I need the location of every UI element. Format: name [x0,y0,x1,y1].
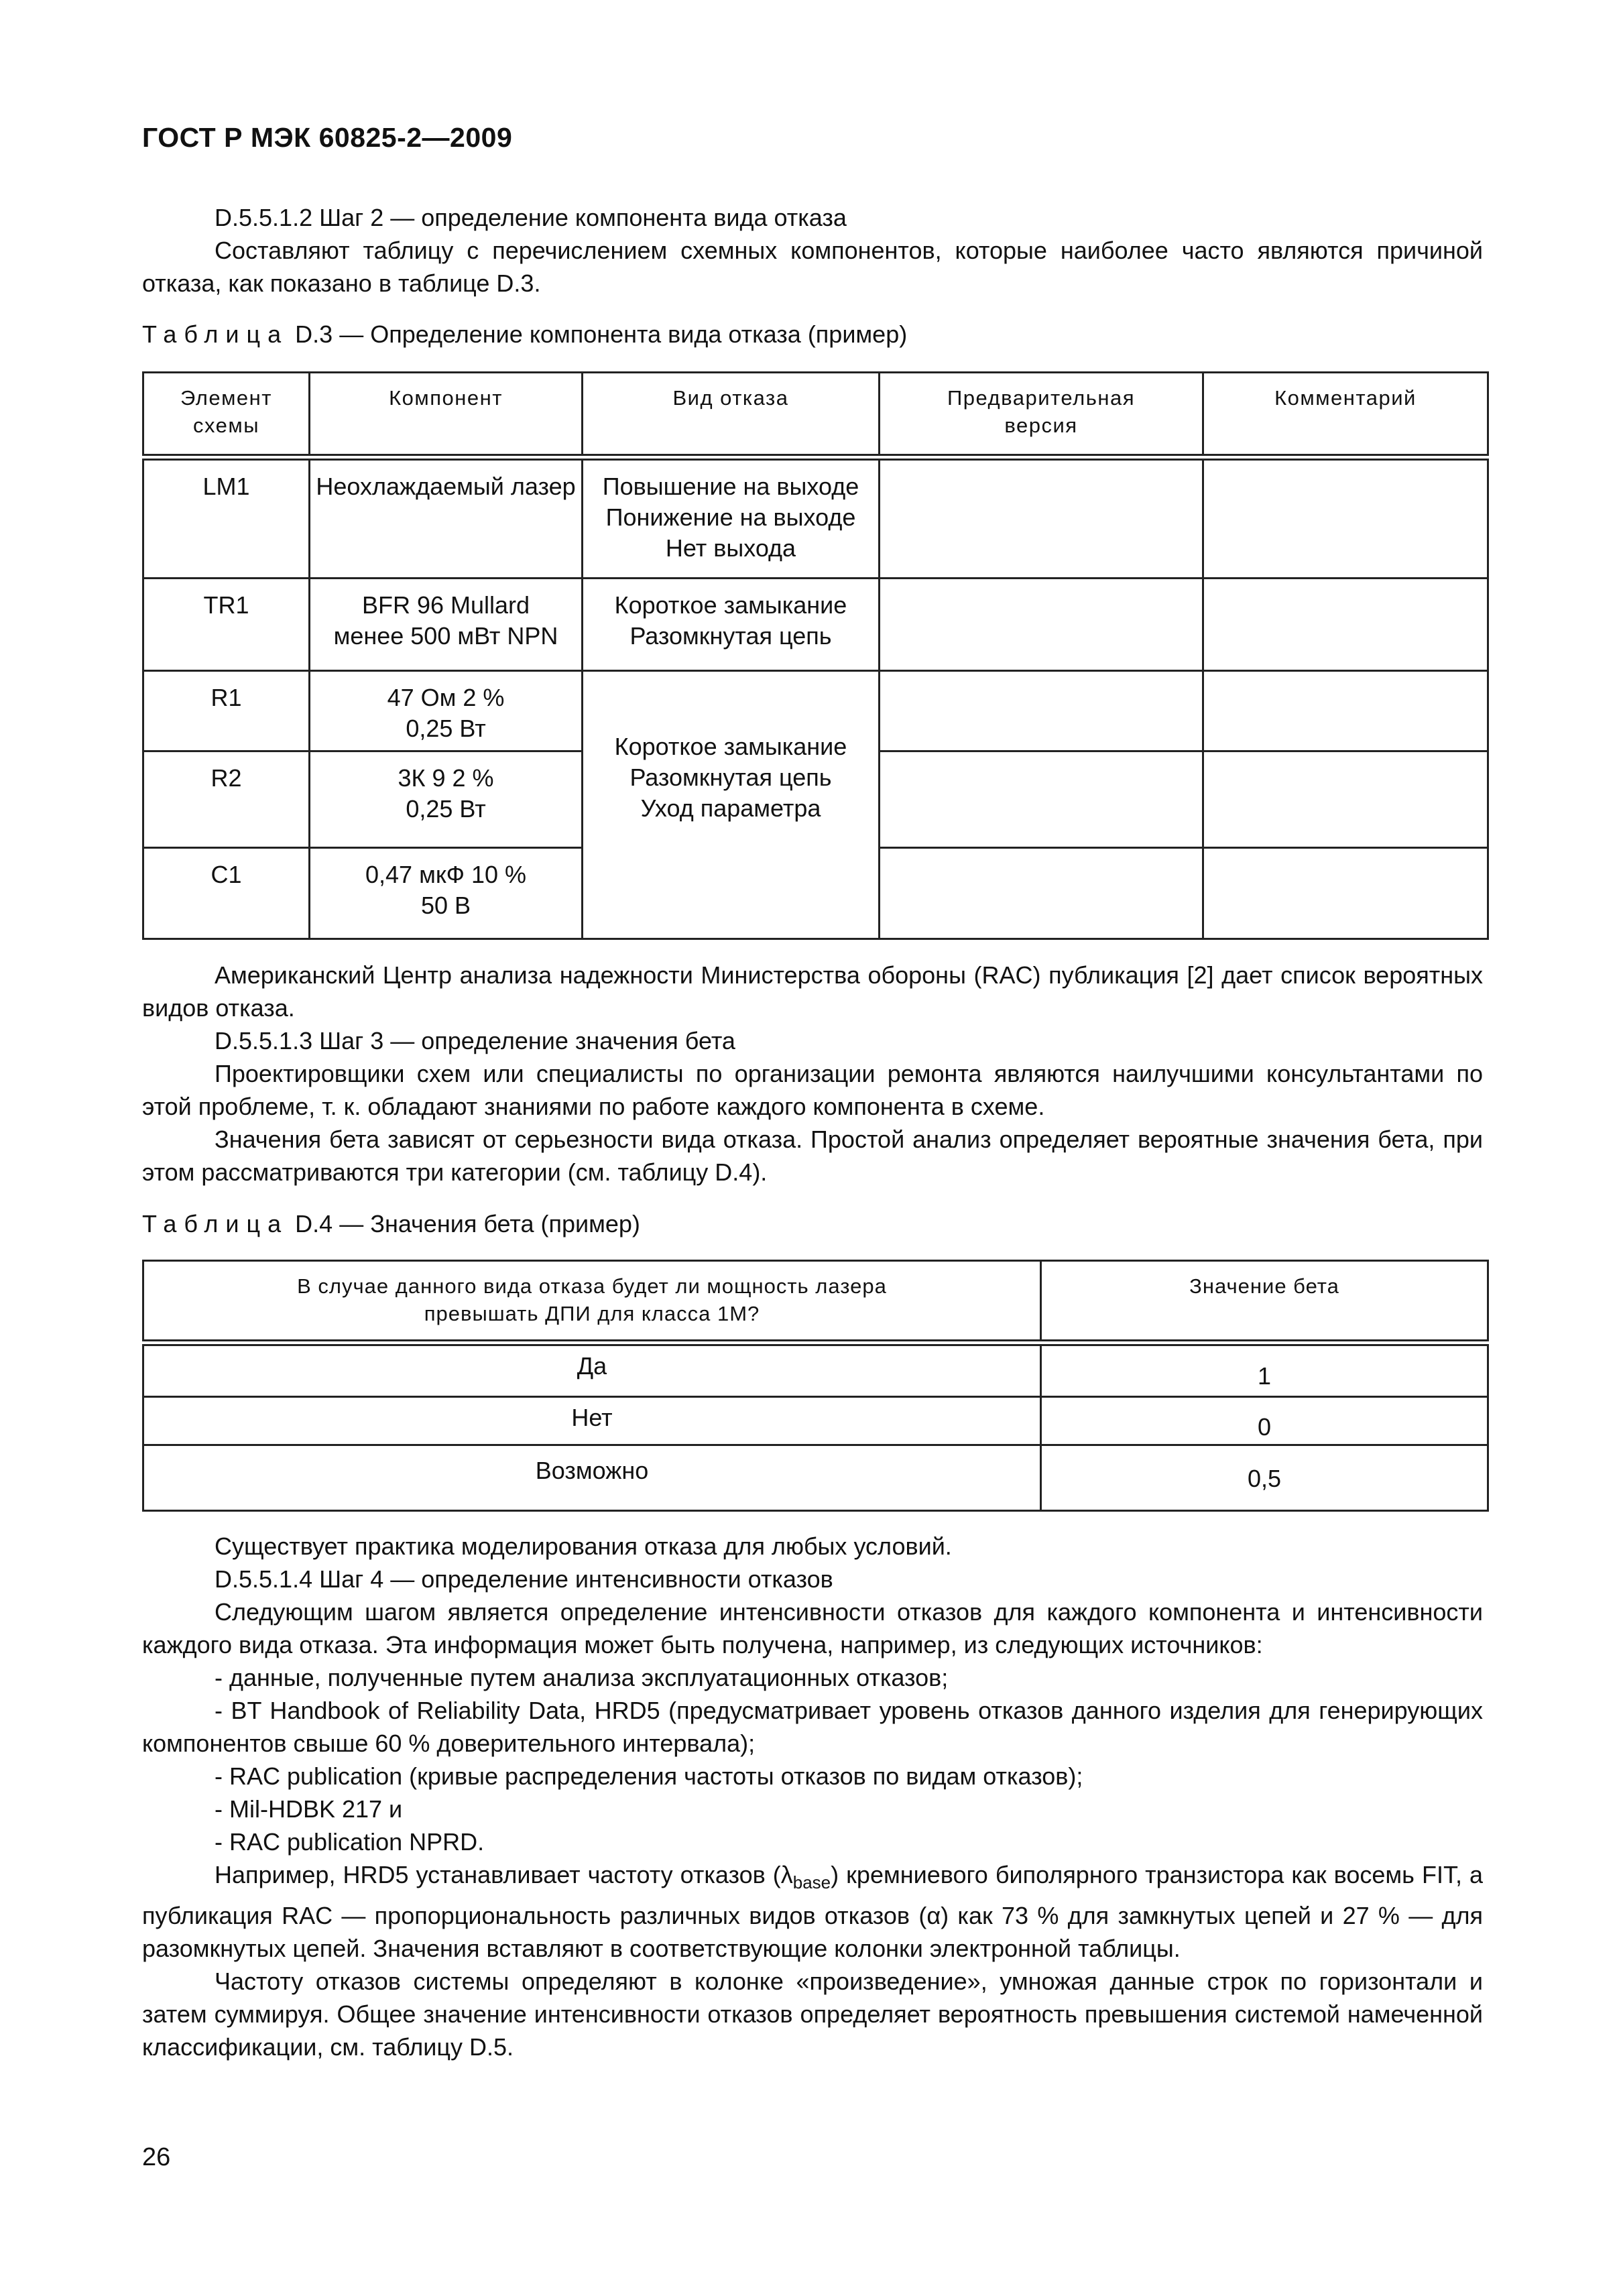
table-cell [880,847,1203,939]
table-cell: Короткое замыкание Разомкнутая цепь Уход параметра [583,670,880,939]
section-d5512 [142,201,1483,300]
paragraph: Следующим шагом является определение интенсивности отказов для каждого компонента и интенсивности каждого вида отказа. Эта информация может быть получена, например, из следующих источников: [142,1598,1483,1658]
table-caption-label: Таблица [142,320,289,348]
column-header: Элемент схемы [143,373,310,458]
list-item: - данные, полученные путем анализа эксплуатационных отказов; [215,1664,949,1691]
table-caption-text: D.3 — Определение компонента вида отказа (пример) [295,320,908,348]
table-cell: 0,5 [1041,1445,1488,1510]
table-caption-text: D.4 — Значения бета (пример) [295,1210,640,1237]
column-header: Компонент [310,373,583,458]
text-run: Например, HRD5 устанавливает частоту отказов (λ [215,1861,793,1888]
section-heading: D.5.5.1.4 Шаг 4 — определение интенсивности отказов [215,1565,833,1593]
table-cell [1203,751,1488,847]
paragraph: Американский Центр анализа надежности Министерства обороны (RAC) публикация [2] дает список вероятных видов отказа. [142,961,1483,1022]
table-cell: TR1 [143,578,310,670]
table-cell: BFR 96 Mullard менее 500 мВт NPN [310,578,583,670]
list-item: - RAC publication (кривые распределения частоты отказов по видам отказов); [215,1762,1083,1790]
subscript: base [792,1872,831,1893]
paragraph: Существует практика моделирования отказа для любых условий. [215,1532,952,1560]
table-cell: Нет [143,1396,1041,1445]
page-number: 26 [142,2143,171,2171]
section-heading: D.5.5.1.2 Шаг 2 — определение компонента вида отказа [215,204,847,231]
table-cell [880,751,1203,847]
table-cell [1203,670,1488,751]
table-cell [1203,847,1488,939]
table-d4 [142,1260,1489,1512]
column-header: Значение бета [1041,1261,1488,1343]
list-item: - BT Handbook of Reliability Data, HRD5 (предусматривает уровень отказов данного изделия для генерирующих компонентов свыше 60 % доверительного интервала); [142,1697,1483,1757]
table-caption-label: Таблица [142,1210,289,1237]
paragraph: Частоту отказов системы определяют в колонке «произведение», умножая данные строк по горизонтали и затем суммируя. Общее значение интенсивности отказов определяет вероятность превышения системой намеченной классификации, см. таблицу D.5. [142,1968,1483,2061]
table-caption [142,320,907,349]
table-cell: 0 [1041,1396,1488,1445]
table-cell: C1 [143,847,310,939]
table-cell: 1 [1041,1343,1488,1396]
table-cell: LM1 [143,457,310,578]
column-header: Комментарий [1203,373,1488,458]
table-cell [1203,578,1488,670]
list-item: - RAC publication NPRD. [215,1828,485,1856]
table-cell: 47 Ом 2 % 0,25 Вт [310,670,583,751]
table-caption [142,1210,640,1238]
table-cell: R2 [143,751,310,847]
table-cell: Неохлаждаемый лазер [310,457,583,578]
text-after-d4 [142,1530,1483,2063]
paragraph: Составляют таблицу с перечислением схемных компонентов, которые наиболее часто являются причиной отказа, как показано в таблице D.3. [142,237,1483,297]
text-run: ) кремниевого биполярного транзистора как восемь FIT, а публикация RAC — пропорциональность различных видов отказов (α) как 73 % для замкнутых цепей и 27 % — для разомкнутых цепей. Значения вставляют в соответствующие колонки электронной таблицы. [142,1861,1484,1963]
list-item: - Mil-HDBK 217 и [215,1795,403,1823]
table-cell [880,457,1203,578]
table-cell: Возможно [143,1445,1041,1510]
text-after-d3 [142,959,1483,1189]
table-cell: Да [143,1343,1041,1396]
column-header: Предварительная версия [880,373,1203,458]
paragraph [142,1858,1483,1965]
column-header: В случае данного вида отказа будет ли мощность лазера превышать ДПИ для класса 1М? [143,1261,1041,1343]
table-cell: 3К 9 2 % 0,25 Вт [310,751,583,847]
paragraph: Значения бета зависят от серьезности вида отказа. Простой анализ определяет вероятные значения бета, при этом рассматриваются три категории (см. таблицу D.4). [142,1126,1483,1186]
table-cell [880,670,1203,751]
document-header: ГОСТ Р МЭК 60825-2—2009 [142,122,513,153]
section-heading: D.5.5.1.3 Шаг 3 — определение значения бета [215,1027,735,1054]
table-cell: Повышение на выходе Понижение на выходе Нет выхода [583,457,880,578]
table-cell: Короткое замыкание Разомкнутая цепь [583,578,880,670]
table-cell [1203,457,1488,578]
table-cell [880,578,1203,670]
table-cell: R1 [143,670,310,751]
table-cell: 0,47 мкФ 10 % 50 В [310,847,583,939]
paragraph: Проектировщики схем или специалисты по организации ремонта являются наилучшими консультантами по этой проблеме, т. к. обладают знаниями по работе каждого компонента в схеме. [142,1060,1483,1120]
table-d3 [142,371,1489,940]
column-header: Вид отказа [583,373,880,458]
